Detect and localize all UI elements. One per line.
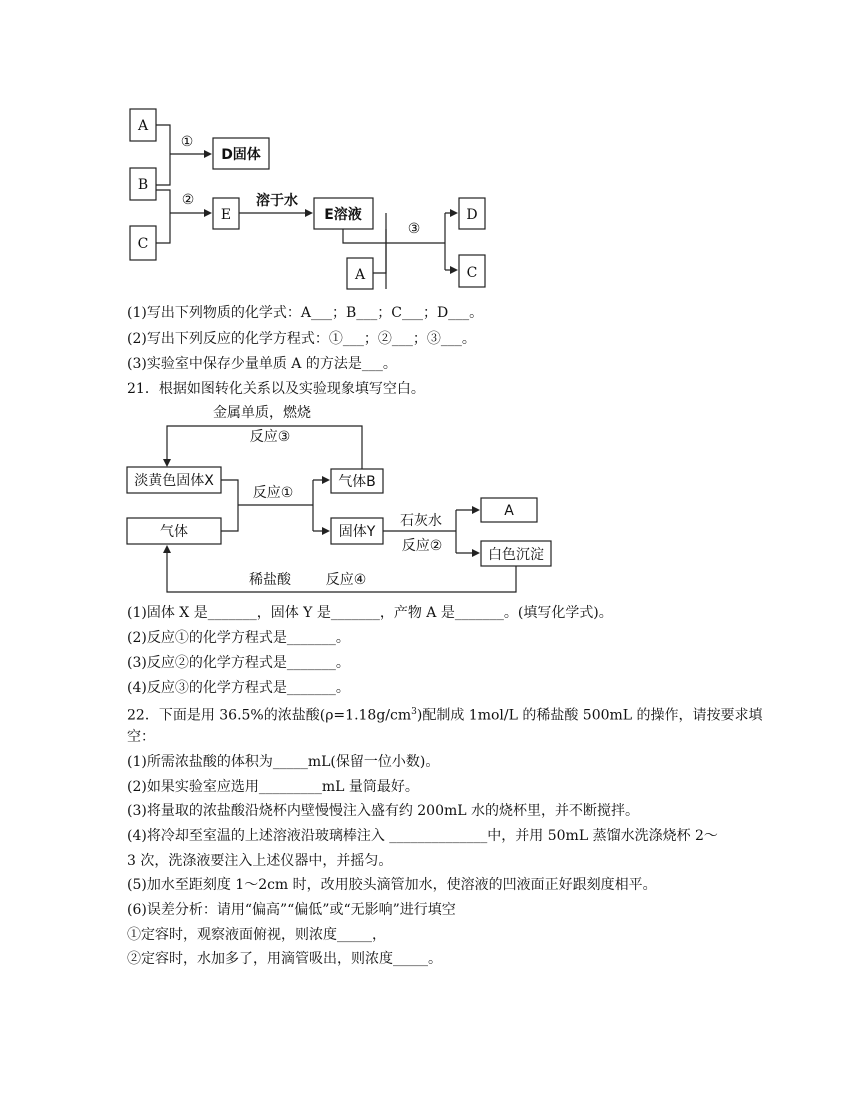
reaction-diagram-1 [0,0,860,300]
q22-line-5: (5)加水至距刻度 1～2cm 时，改用胶头滴管加水，使溶液的凹液面正好跟刻度相平。 [127,877,657,893]
dissolve-label: 溶于水 [256,193,298,209]
arrow-head [204,209,212,217]
reaction-diagram-2 [0,395,860,605]
dilute-hcl-label: 稀盐酸 [249,572,291,588]
box-a2-label: A [354,267,366,283]
arrow-head [305,209,313,217]
arrow-head [163,459,171,467]
box-e-solution-label: E溶液 [324,207,362,223]
arrow-head [472,506,480,514]
limewater-label: 石灰水 [400,513,442,529]
box-x-label: 淡黄色固体X [134,473,214,489]
q22-title-a: 22．下面是用 36.5%的浓盐酸(ρ=1.18g/cm [127,707,412,724]
q22-title-sup: 3 [411,707,417,717]
reaction1-label: 反应① [252,485,294,501]
q22-title-cont: 空： [127,729,155,745]
step2-label: ② [181,192,195,208]
box-a-label: A [504,503,514,519]
q22-title [127,703,763,725]
q22-line-4a: (4)将冷却至室温的上述溶液沿玻璃棒注入 ______________中，并用 50mL 蒸馏水洗涤烧杯 2～ [127,828,718,844]
q22-line-1: (1)所需浓盐酸的体积为_____mL(保留一位小数)。 [127,754,440,770]
top-label: 金属单质，燃烧 [213,405,311,421]
q22-line-8: ②定容时，水加多了，用滴管吸出，则浓度_____。 [127,951,442,967]
q21-title: 21．根据如图转化关系以及实验现象填写空白。 [127,381,425,397]
arrow-head [450,209,458,217]
q22-line-7: ①定容时，观察液面俯视，则浓度_____， [127,927,386,943]
q20-line-1: (1)写出下列物质的化学式：A___；B___；C___；D___。 [127,305,484,321]
box-d2-label: D [466,207,478,223]
arrow-head [163,545,171,553]
arrow-head [204,150,212,158]
box-b-label: B [137,177,149,193]
box-a-label: A [137,118,149,134]
q20-line-3: (3)实验室中保存少量单质 A 的方法是___。 [127,356,397,372]
box-white-precipitate-label: 白色沉淀 [488,547,544,563]
q22-line-2: (2)如果实验室应选用_________mL 量筒最好。 [127,779,419,795]
q21-line-4: (4)反应③的化学方程式是_______。 [127,680,350,696]
q22-line-6: (6)误差分析：请用“偏高”“偏低”或“无影响”进行填空 [127,902,456,918]
box-solid-y-label: 固体Y [338,524,376,540]
arrow-head [322,527,330,535]
q21-line-3: (3)反应②的化学方程式是_______。 [127,655,350,671]
box-c-label: C [137,236,149,252]
q22-line-3: (3)将量取的浓盐酸沿烧杯内壁慢慢注入盛有约 200mL 水的烧杯里，并不断搅拌。 [127,803,640,819]
box-c2-label: C [466,265,478,281]
step3-label: ③ [407,221,421,237]
box-gas-label: 气体 [160,524,188,540]
q22-title-b: )配制成 1mol/L 的稀盐酸 500mL 的操作，请按要求填 [416,707,763,724]
arrow-head [450,266,458,274]
q21-line-1: (1)固体 X 是_______，固体 Y 是_______，产物 A 是_______。(填写化学式)。 [127,605,613,621]
q22-line-4b: 3 次，洗涤液要注入上述仪器中，并摇匀。 [127,853,393,869]
arrow-head [322,476,330,484]
q21-line-2: (2)反应①的化学方程式是_______。 [127,630,350,646]
box-gas-b-label: 气体B [338,474,376,490]
box-e-label: E [220,207,232,223]
q20-line-2: (2)写出下列反应的化学方程式：①___；②___；③___。 [127,331,476,347]
arrow-head [472,549,480,557]
reaction4-label: 反应④ [325,572,367,588]
reaction2-label: 反应② [401,538,443,554]
step1-label: ① [180,134,194,150]
box-d-solid-label: D固体 [221,147,261,163]
reaction3-label: 反应③ [249,429,291,445]
